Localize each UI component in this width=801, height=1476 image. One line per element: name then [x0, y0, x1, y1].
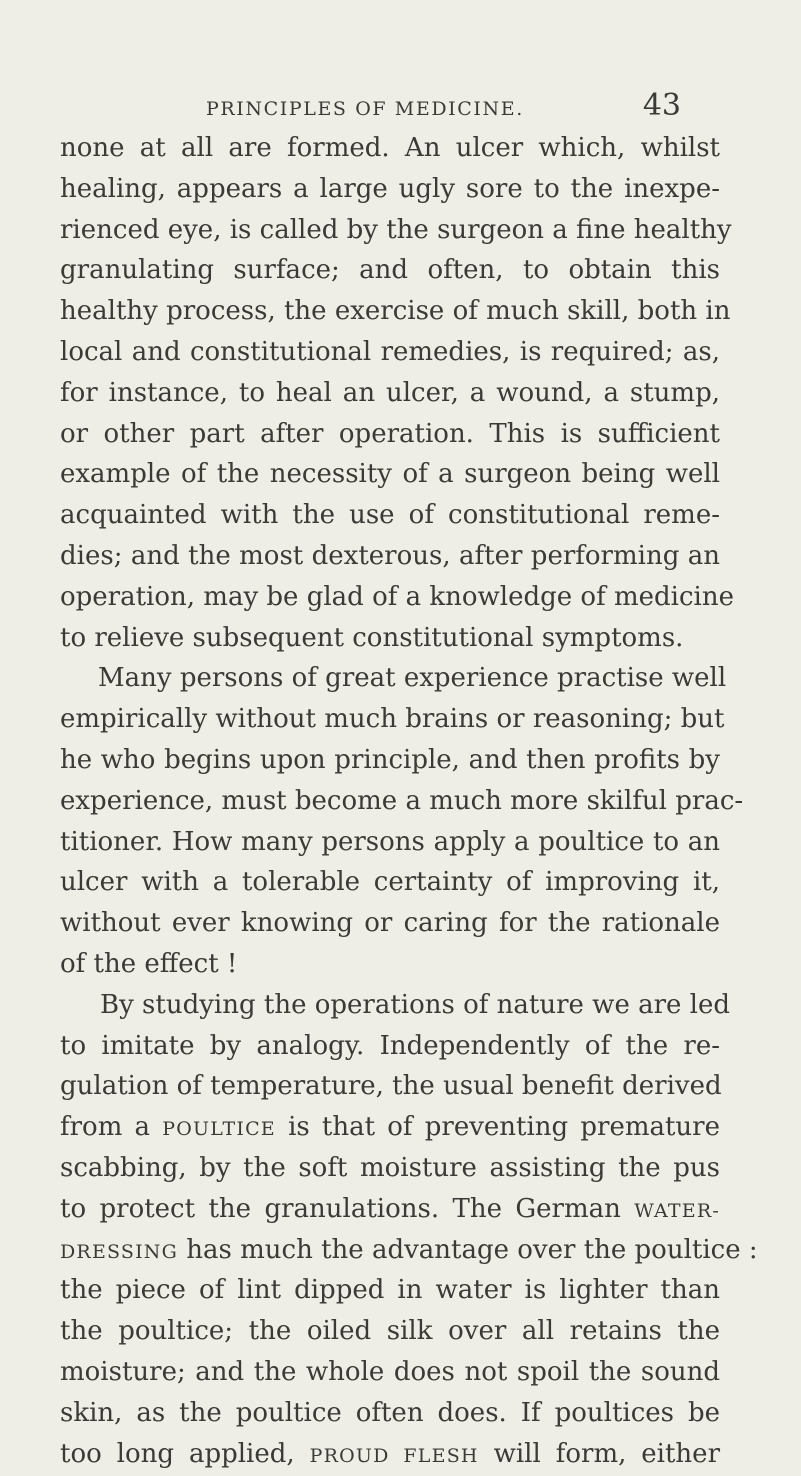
text-line: ulcer with a tolerable certainty of improving it, — [60, 867, 720, 898]
small-caps-term: WATER- — [634, 1199, 720, 1222]
page-header — [0, 88, 801, 128]
text-line-paragraph-start: Many persons of great experience practise well — [98, 663, 727, 694]
text-line — [60, 1107, 720, 1148]
text-line: none at all are formed. An ulcer which, whilst — [60, 133, 720, 163]
text-line — [60, 1434, 720, 1475]
text-line: rienced eye, is called by the surgeon a fine healthy — [60, 214, 732, 245]
text-line: skin, as the poultice often does. If poultices be — [60, 1397, 720, 1428]
small-caps-term: DRESSING — [60, 1240, 179, 1263]
text-line: dies; and the most dexterous, after performing an — [60, 540, 720, 571]
text-segment: is that of preventing premature — [275, 1112, 720, 1143]
text-line: moisture; and the whole does not spoil the sound — [60, 1356, 720, 1387]
text-line: he who begins upon principle, and then profits by — [60, 744, 720, 775]
text-segment: will form, either — [478, 1438, 720, 1469]
page-number: 43 — [642, 88, 681, 123]
small-caps-term: POULTICE — [162, 1118, 276, 1141]
body-text — [60, 128, 758, 1474]
text-line: titioner. How many persons apply a poultice to an — [60, 826, 720, 857]
text-line: the piece of lint dipped in water is lighter than — [60, 1275, 720, 1306]
text-line: of the effect ! — [60, 948, 238, 979]
text-line: to relieve subsequent constitutional symptoms. — [60, 622, 684, 653]
small-caps-term: PROUD FLESH — [309, 1444, 479, 1467]
text-line: operation, may be glad of a knowledge of medicine — [60, 581, 734, 612]
text-line: granulating surface; and often, to obtain this — [60, 255, 720, 286]
text-segment: to protect the granulations. The German — [60, 1193, 635, 1224]
text-line: experience, must become a much more skilful prac- — [60, 785, 744, 816]
text-line: example of the necessity of a surgeon being well — [60, 459, 720, 490]
text-line: healthy process, the exercise of much skill, both in — [60, 296, 731, 327]
text-line: gulation of temperature, the usual benefit derived — [60, 1071, 722, 1102]
text-line: healing, appears a large ugly sore to the inexpe- — [60, 173, 720, 204]
text-line: for instance, to heal an ulcer, a wound, a stump, — [60, 377, 720, 408]
text-segment: too long applied, — [60, 1438, 310, 1469]
text-line — [60, 1230, 758, 1271]
text-line: the poultice; the oiled silk over all retains the — [60, 1316, 720, 1347]
text-segment: has much the advantage over the poultice : — [178, 1234, 758, 1265]
text-segment: from a — [60, 1112, 163, 1143]
text-line: scabbing, by the soft moisture assisting the pus — [60, 1152, 720, 1183]
text-line: to imitate by analogy. Independently of the re- — [60, 1030, 720, 1061]
text-line: local and constitutional remedies, is required; as, — [60, 336, 720, 367]
running-title: PRINCIPLES OF MEDICINE. — [206, 98, 524, 120]
text-line: without ever knowing or caring for the rationale — [60, 908, 720, 939]
text-line — [60, 1189, 720, 1230]
text-line: or other part after operation. This is sufficient — [60, 418, 720, 449]
text-line-paragraph-start: By studying the operations of nature we are led — [100, 989, 731, 1020]
text-line: empirically without much brains or reasoning; but — [60, 704, 725, 735]
text-line: acquainted with the use of constitutional reme- — [60, 500, 720, 531]
